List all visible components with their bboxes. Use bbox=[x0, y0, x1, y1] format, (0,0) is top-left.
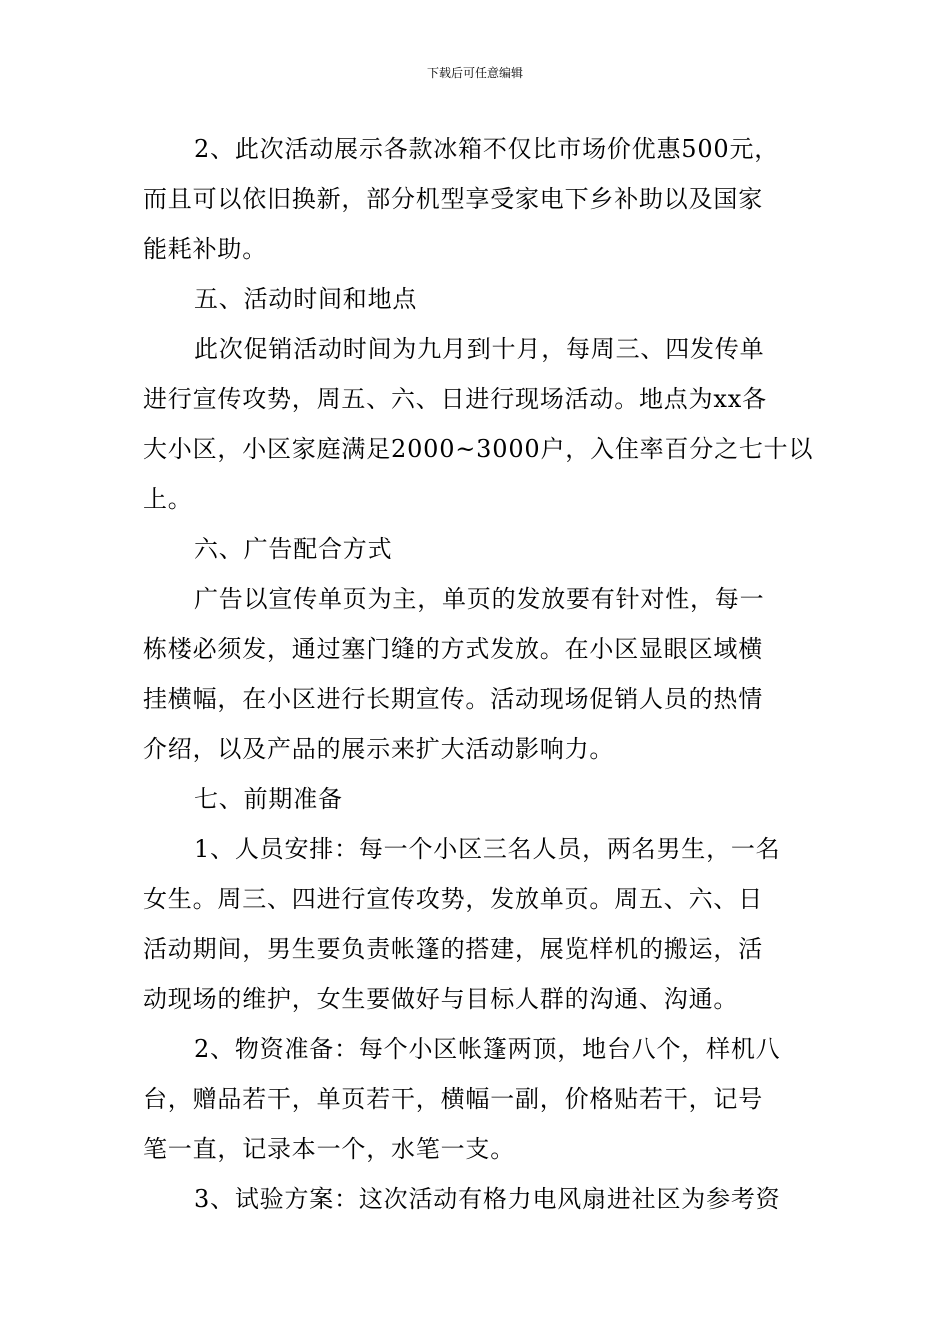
text-line: 2、此次活动展示各款冰箱不仅比市场价优惠500元， bbox=[194, 135, 780, 163]
text-line: 介绍，以及产品的展示来扩大活动影响力。 bbox=[143, 735, 615, 763]
text-line: 1、人员安排：每一个小区三名人员，两名男生，一名 bbox=[194, 835, 781, 863]
heading-text: 五、活动时间和地点 bbox=[194, 285, 418, 313]
paragraph-materials bbox=[143, 1024, 807, 1174]
paragraph-staffing bbox=[143, 824, 807, 1024]
text-line: 3、试验方案：这次活动有格力电风扇进社区为参考资 bbox=[194, 1185, 781, 1213]
section-heading-advertising bbox=[143, 524, 807, 574]
text-line: 能耗补助。 bbox=[143, 235, 267, 263]
paragraph-advertising bbox=[143, 574, 807, 774]
text-line: 此次促销活动时间为九月到十月，每周三、四发传单 bbox=[194, 335, 765, 363]
paragraph-time-location bbox=[143, 324, 814, 524]
document-body bbox=[143, 124, 814, 1224]
text-line: 广告以宣传单页为主，单页的发放要有针对性，每一 bbox=[194, 585, 765, 613]
text-line: 2、物资准备：每个小区帐篷两顶，地台八个，样机八 bbox=[194, 1035, 781, 1063]
text-line: 进行宣传攻势，周五、六、日进行现场活动。地点为xx各 bbox=[143, 385, 767, 413]
paragraph-promo-item-2 bbox=[143, 124, 807, 274]
heading-text: 七、前期准备 bbox=[194, 785, 343, 813]
text-line: 大小区，小区家庭满足2000~3000户，入住率百分之七十以 bbox=[143, 435, 814, 463]
text-line: 上。 bbox=[143, 485, 193, 513]
text-line: 栋楼必须发，通过塞门缝的方式发放。在小区显眼区域横 bbox=[143, 635, 763, 663]
text-line: 活动期间，男生要负责帐篷的搭建，展览样机的搬运，活 bbox=[143, 935, 763, 963]
text-line: 笔一直，记录本一个，水笔一支。 bbox=[143, 1135, 515, 1163]
text-line: 而且可以依旧换新，部分机型享受家电下乡补助以及国家 bbox=[143, 185, 763, 213]
text-line: 动现场的维护，女生要做好与目标人群的沟通、沟通。 bbox=[143, 985, 739, 1013]
section-heading-preparation bbox=[143, 774, 807, 824]
heading-text: 六、广告配合方式 bbox=[194, 535, 393, 563]
text-line: 女生。周三、四进行宣传攻势，发放单页。周五、六、日 bbox=[143, 885, 763, 913]
paragraph-trial-plan bbox=[143, 1174, 807, 1224]
text-line: 挂横幅，在小区进行长期宣传。活动现场促销人员的热情 bbox=[143, 685, 763, 713]
text-line: 台，赠品若干，单页若干，横幅一副，价格贴若干，记号 bbox=[143, 1085, 763, 1113]
section-heading-time-location bbox=[143, 274, 807, 324]
page-header-note: 下载后可任意编辑 bbox=[426, 66, 523, 80]
